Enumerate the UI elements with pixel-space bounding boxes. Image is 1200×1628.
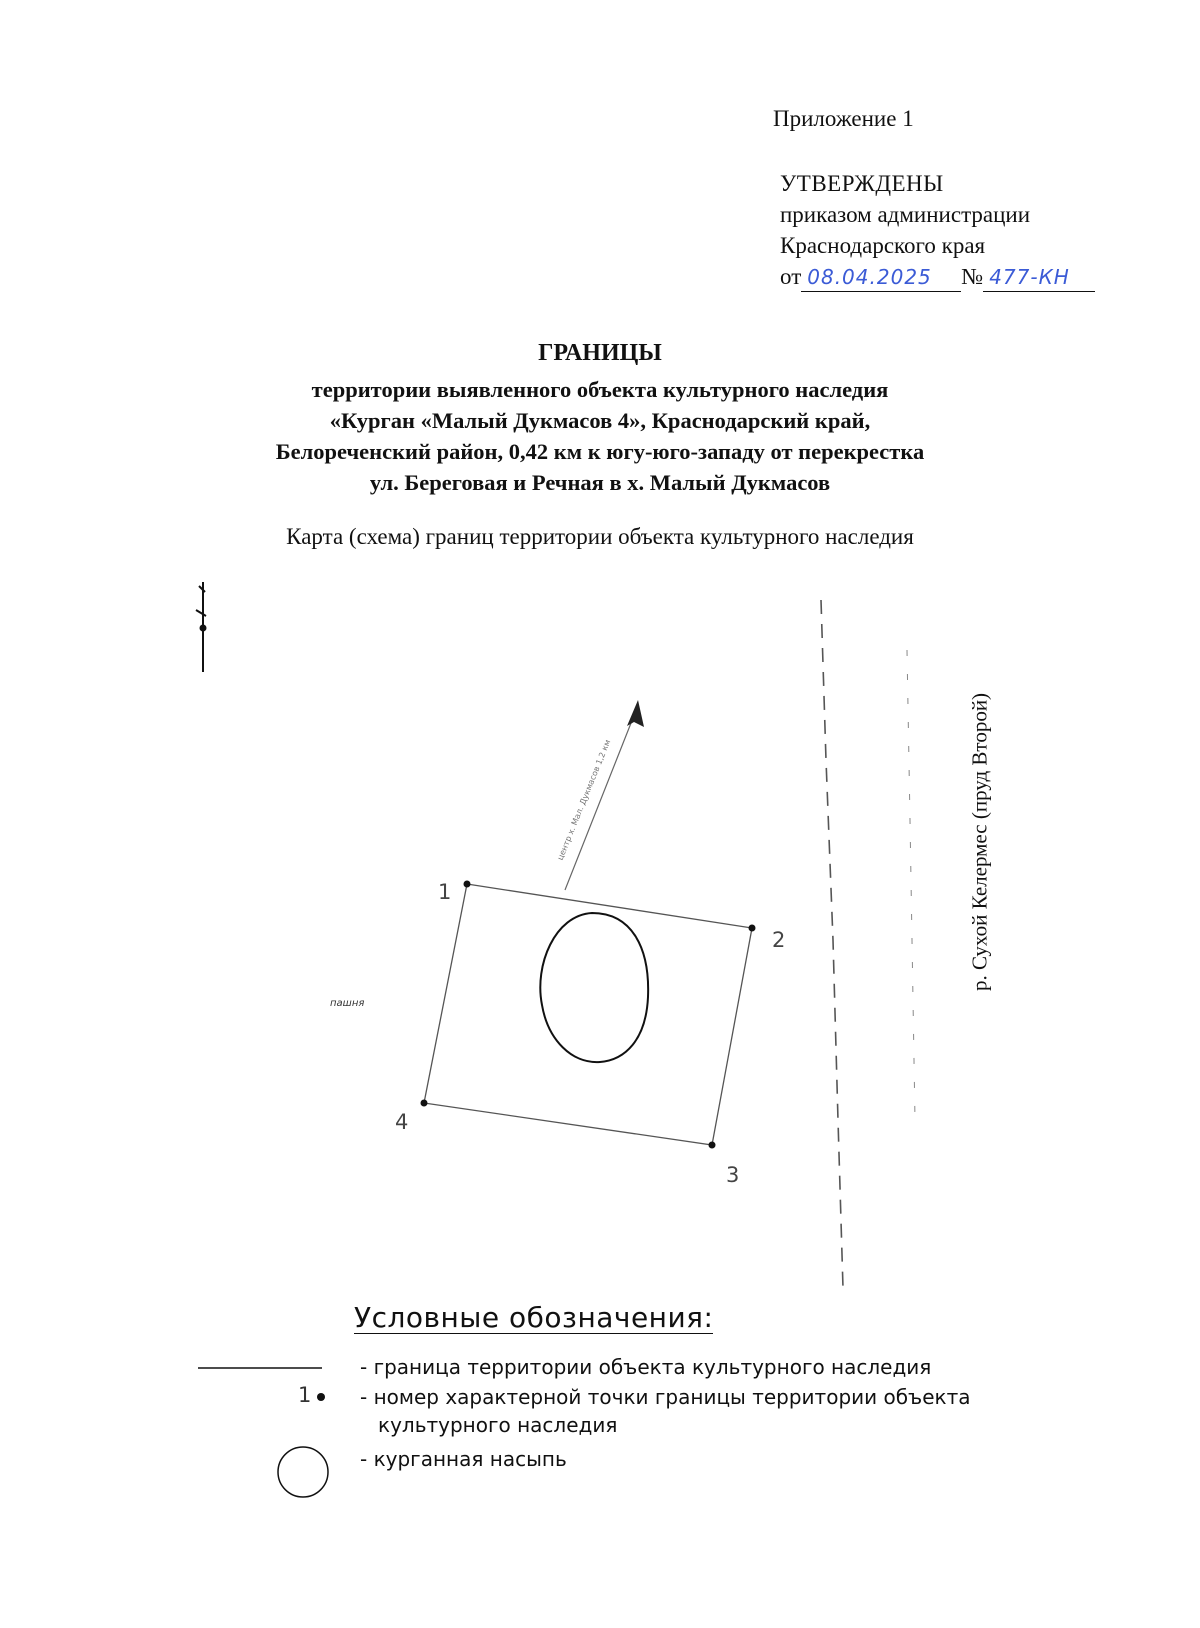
legend-item-point-cont: культурного наследия [378, 1413, 618, 1437]
map-subtitle: Карта (схема) границ территории объекта культурного наследия [286, 524, 914, 549]
legend-point-symbol [317, 1393, 325, 1401]
point-label-4: 4 [395, 1110, 409, 1134]
arrow-label-line-2: 1,2 км [594, 738, 613, 767]
title-line-3: Белореченский район, 0,42 км к югу-юго-западу от перекрестка [275, 439, 925, 464]
title-line-1: территории выявленного объекта культурного наследия [311, 377, 889, 402]
annex-label: Приложение 1 [773, 106, 914, 131]
field-label: пашня [330, 998, 365, 1009]
road-dashed-line [821, 600, 843, 1288]
approved-by-line-2: Краснодарского края [780, 233, 986, 258]
document-title: ГРАНИЦЫ [538, 340, 662, 366]
handwritten-date: 08.04.2025 [807, 265, 932, 289]
legend-item-mound: - курганная насыпь [360, 1447, 567, 1471]
legend-point-number: 1 [298, 1383, 312, 1407]
handwritten-number: 477-КН [989, 265, 1070, 289]
title-line-2: «Курган «Малый Дукмасов 4», Краснодарский край, [329, 408, 871, 433]
boundary-point-2 [749, 925, 756, 932]
point-label-2: 2 [772, 928, 786, 952]
legend-item-point: - номер характерной точки границы территории объекта [360, 1385, 971, 1409]
kurgan-mound [540, 913, 648, 1062]
point-label-3: 3 [726, 1163, 740, 1187]
arrow-label-line-1: центр х. Мал. Дукмасов [555, 765, 602, 862]
point-label-1: 1 [438, 880, 452, 904]
title-line-4: ул. Береговая и Речная в х. Малый Дукмасов [369, 470, 831, 495]
direction-arrow [565, 700, 644, 890]
territory-boundary [424, 884, 752, 1145]
approved-heading: УТВЕРЖДЕНЫ [780, 171, 944, 196]
river-bank-line [907, 650, 915, 1120]
legend-item-boundary: - граница территории объекта культурного наследия [360, 1355, 932, 1379]
boundary-point-1 [464, 881, 471, 888]
number-prefix: № [961, 264, 984, 289]
approved-by-line-1: приказом администрации [780, 202, 1031, 227]
boundary-point-3 [709, 1142, 716, 1149]
legend-mound-symbol [278, 1447, 328, 1497]
north-arrow-icon [196, 582, 207, 672]
river-label: р. Сухой Келермес (пруд Второй) [967, 692, 992, 992]
date-prefix: от [780, 264, 802, 289]
boundary-point-4 [421, 1100, 428, 1107]
legend-title: Условные обозначения: [354, 1301, 714, 1334]
